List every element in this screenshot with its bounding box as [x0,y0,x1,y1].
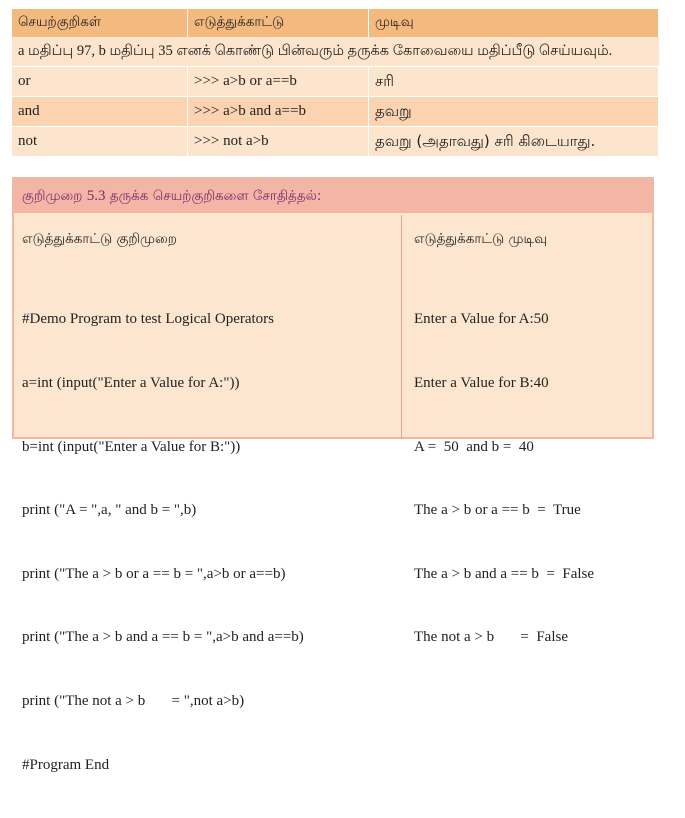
table-row [12,97,659,127]
output-line: The not a > b = False [414,629,568,646]
code-line: #Program End [22,756,110,773]
code-line: print ("The a > b and a == b = ",a>b and a==b) [22,629,304,646]
code-block [22,267,304,818]
output-line: The a > b or a == b = True [414,502,581,519]
output-heading: எடுத்துக்காட்டு முடிவு [414,231,548,247]
code-line: a=int (input("Enter a Value for A:")) [22,375,240,392]
table-row [12,127,659,157]
column-divider [401,215,402,439]
table-row [12,67,659,97]
example-cell: >>> a>b or a==b [188,67,369,97]
logical-operators-table [12,9,659,156]
output-line: The a > b and a == b = False [414,565,595,582]
code-line: print ("A = ",a, " and b = ",b) [22,502,197,519]
operator-cell: or [12,67,188,97]
example-cell: >>> not a>b [188,127,369,157]
code-line: b=int (input("Enter a Value for B:")) [22,438,241,455]
code-line: print ("The not a > b = ",not a>b) [22,693,245,710]
title-prefix: குறிமுறை [22,188,83,204]
table-note: a மதிப்பு 97, b மதிப்பு 35 எனக் கொண்டு பின்வரும் தருக்க கோவையை மதிப்பீடு செய்யவும். [12,37,659,67]
example-cell: >>> a>b and a==b [188,97,369,127]
result-cell: தவறு [369,97,659,127]
program-box-title [14,179,652,213]
header-example: எடுத்துக்காட்டு [188,9,369,37]
output-block [414,267,594,691]
code-heading: எடுத்துக்காட்டு குறிமுறை [22,231,177,247]
result-cell: சரி [369,67,659,97]
table-note-row [12,37,659,67]
output-line: A = 50 and b = 40 [414,438,534,455]
output-line: Enter a Value for A:50 [414,311,549,328]
code-line: print ("The a > b or a == b = ",a>b or a==b) [22,565,286,582]
header-result: முடிவு [369,9,659,37]
program-box [12,177,654,773]
program-number: 5.3 [86,188,106,204]
title-text: தருக்க செயற்குறிகளை சோதித்தல்: [109,188,322,204]
operator-cell: and [12,97,188,127]
operator-cell: not [12,127,188,157]
table-header-row [12,9,659,37]
result-cell: தவறு (அதாவது) சரி கிடையாது. [369,127,659,157]
code-line: #Demo Program to test Logical Operators [22,311,275,328]
output-line: Enter a Value for B:40 [414,375,549,392]
header-operators: செயற்குறிகள் [12,9,188,37]
